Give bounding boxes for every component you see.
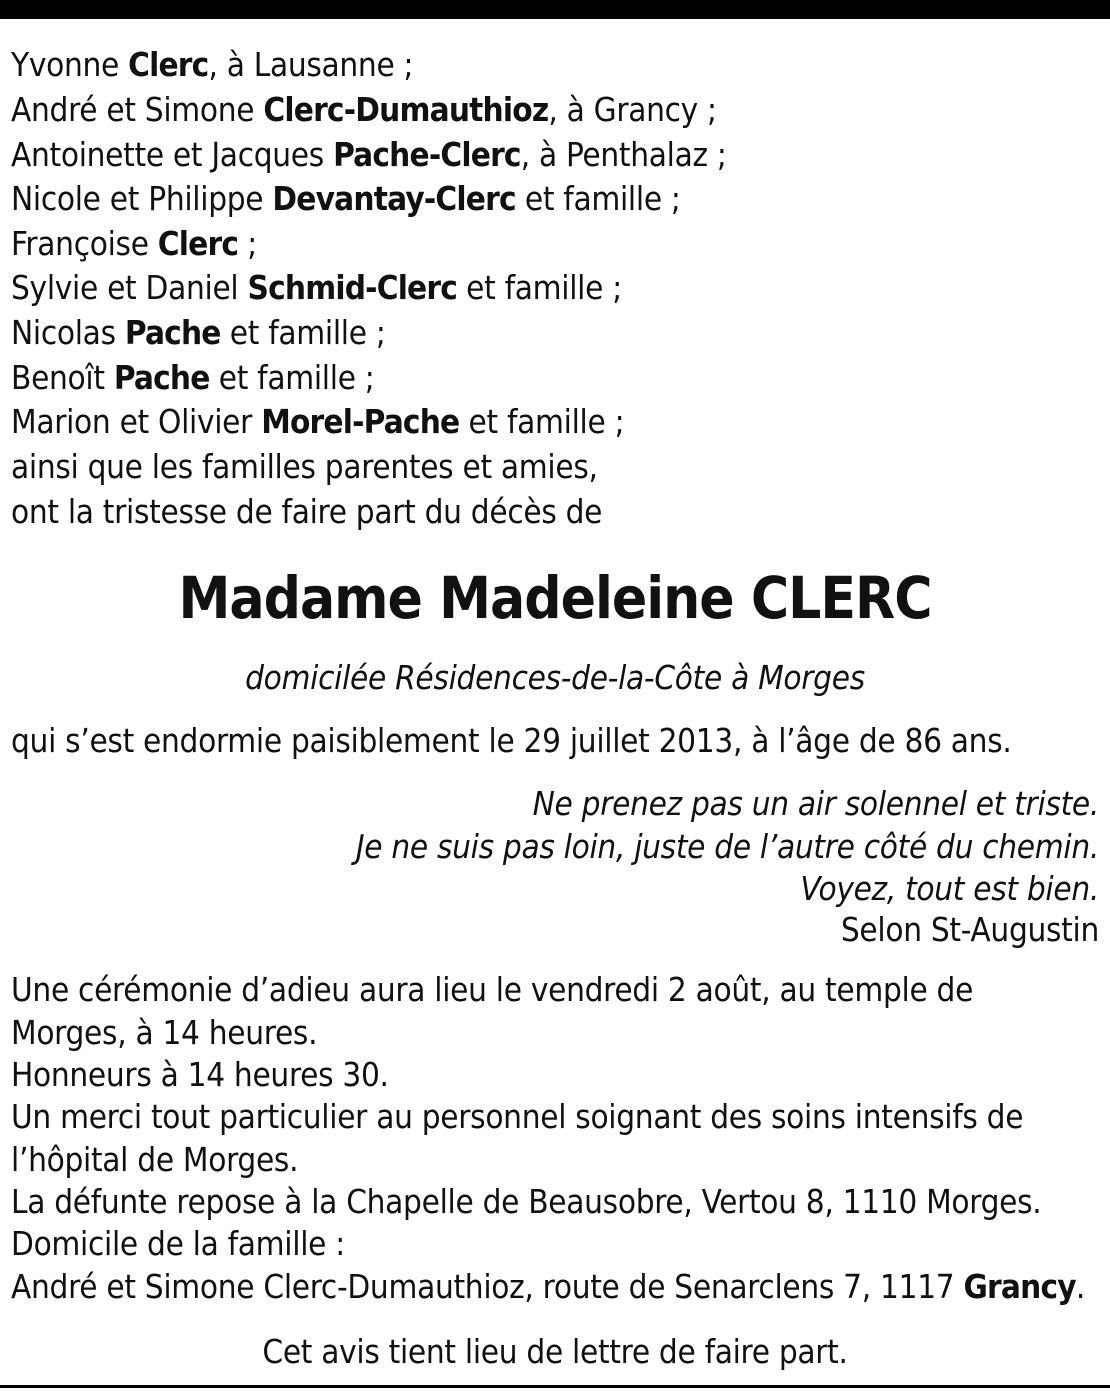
- quote-attribution: Selon St-Augustin: [840, 910, 1099, 949]
- mourner-line: Sylvie et Daniel Schmid-Clerc et famille ;: [11, 268, 622, 307]
- mourner-line: Nicolas Pache et famille ;: [11, 313, 386, 352]
- death-line: qui s’est endormie paisiblement le 29 juillet 2013, à l’âge de 86 ans.: [11, 721, 1012, 760]
- mourner-line: Françoise Clerc ;: [11, 224, 257, 263]
- family-address: André et Simone Clerc-Dumauthioz, route de Senarclens 7, 1117 Grancy.: [11, 1267, 1085, 1306]
- detail-line: Honneurs à 14 heures 30.: [11, 1055, 389, 1094]
- detail-line: Un merci tout particulier au personnel soignant des soins intensifs de: [11, 1097, 1024, 1136]
- intro-line: ainsi que les familles parentes et amies,: [11, 447, 598, 486]
- bottom-rule: [0, 1385, 1110, 1388]
- mourner-line: André et Simone Clerc-Dumauthioz, à Grancy ;: [11, 90, 717, 129]
- mourner-line: Nicole et Philippe Devantay-Clerc et famille ;: [11, 179, 681, 218]
- quote-line: Je ne suis pas loin, juste de l’autre côté du chemin.: [355, 827, 1099, 866]
- intro-line: ont la tristesse de faire part du décès de: [11, 492, 603, 531]
- mourner-line: Marion et Olivier Morel-Pache et famille ;: [11, 402, 625, 441]
- detail-line: Morges, à 14 heures.: [11, 1013, 318, 1052]
- quote-line: Ne prenez pas un air solennel et triste.: [532, 784, 1099, 823]
- deceased-name: Madame Madeleine CLERC: [178, 564, 932, 632]
- quote-line: Voyez, tout est bien.: [800, 869, 1099, 908]
- detail-line: Domicile de la famille :: [11, 1224, 345, 1263]
- detail-line: l’hôpital de Morges.: [11, 1140, 299, 1179]
- mourner-line: Benoît Pache et famille ;: [11, 358, 375, 397]
- detail-line: Une cérémonie d’adieu aura lieu le vendredi 2 août, au temple de: [11, 970, 974, 1009]
- detail-line: La défunte repose à la Chapelle de Beausobre, Vertou 8, 1110 Morges.: [11, 1182, 1042, 1221]
- mourner-line: Antoinette et Jacques Pache-Clerc, à Penthalaz ;: [11, 135, 727, 174]
- mourner-line: Yvonne Clerc, à Lausanne ;: [11, 45, 414, 84]
- closing-line: Cet avis tient lieu de lettre de faire part.: [262, 1332, 848, 1371]
- residence-line: domicilée Résidences-de-la-Côte à Morges: [245, 658, 865, 697]
- top-rule: [0, 0, 1110, 19]
